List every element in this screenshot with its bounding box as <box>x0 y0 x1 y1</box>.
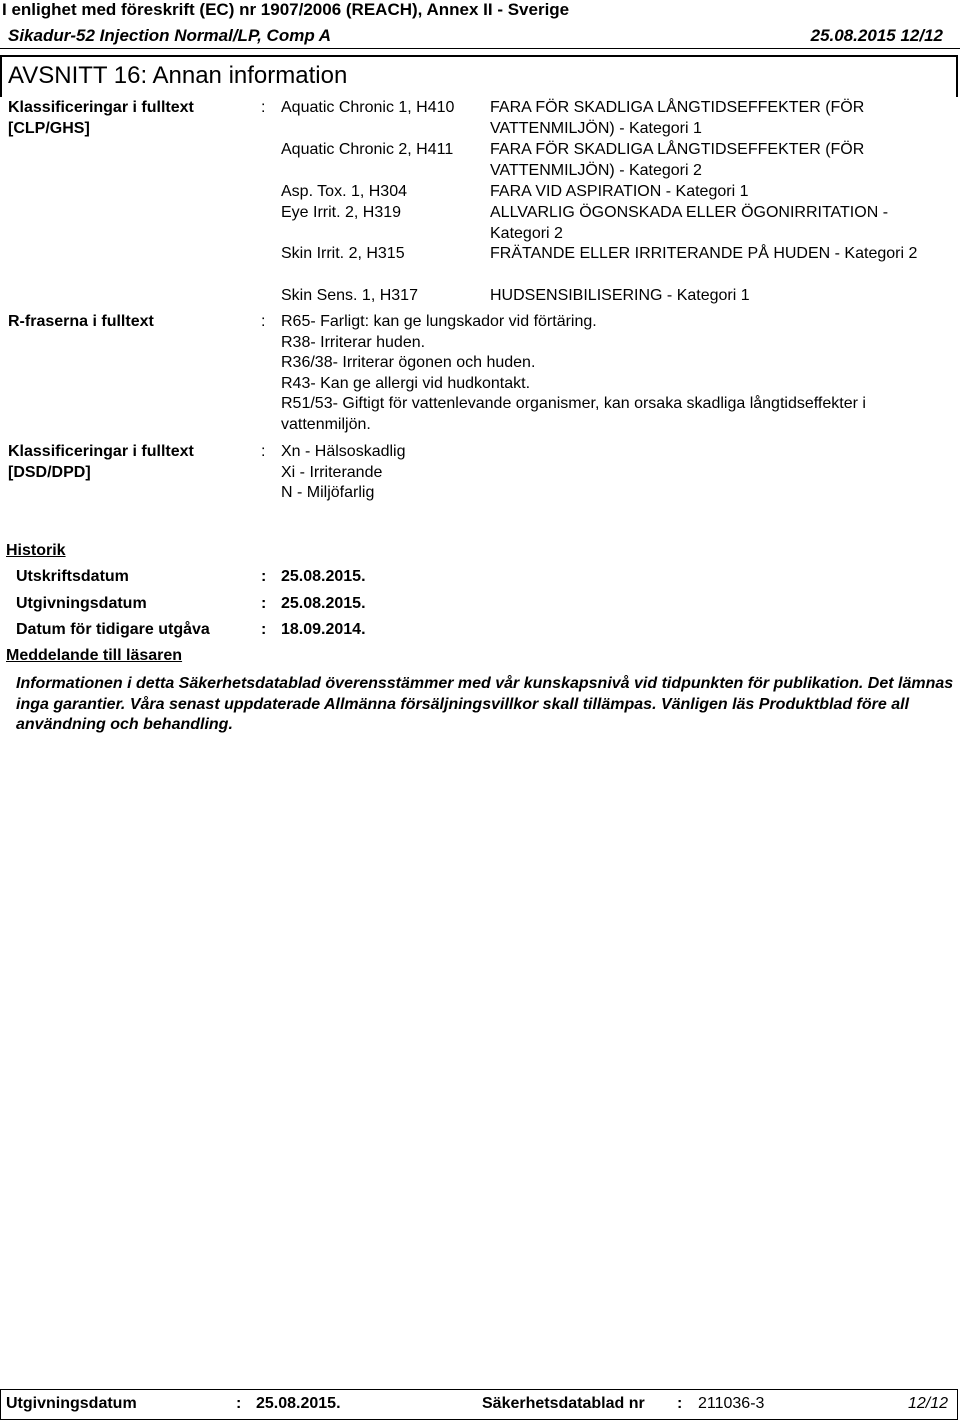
clp-desc: HUDSENSIBILISERING - Kategori 1 <box>490 287 750 304</box>
dsd-line: Xi - Irriterande <box>281 463 383 481</box>
clp-code: Skin Sens. 1, H317 <box>281 287 418 304</box>
clp-code: Asp. Tox. 1, H304 <box>281 183 407 200</box>
rphrases-list <box>281 312 951 436</box>
previous-version-colon: : <box>261 621 267 638</box>
rphrase-line: R43- Kan ge allergi vid hudkontakt. <box>281 374 531 392</box>
clp-code: Skin Irrit. 2, H315 <box>281 245 405 262</box>
previous-version-value: 18.09.2014. <box>281 621 366 638</box>
clp-desc: FARA FÖR SKADLIGA LÅNGTIDSEFFEKTER (FÖR VATTENMILJÖN) - Kategori 1 <box>490 99 865 137</box>
clp-desc: FARA FÖR SKADLIGA LÅNGTIDSEFFEKTER (FÖR VATTENMILJÖN) - Kategori 2 <box>490 141 865 179</box>
footer-issue-label: Utgivningsdatum <box>6 1395 137 1412</box>
rphrase-line: R51/53- Giftigt för vattenlevande organismer, kan orsaka skadliga långtidseffekter i vattenmiljön. <box>281 395 866 433</box>
rphrases-colon: : <box>261 313 266 330</box>
clp-label <box>8 98 248 139</box>
dsd-label-line1: Klassificeringar i fulltext <box>8 443 194 460</box>
date-page: 25.08.2015 12/12 <box>810 26 943 45</box>
history-heading: Historik <box>6 542 66 559</box>
dsd-line: N - Miljöfarlig <box>281 484 375 502</box>
clp-colon: : <box>261 99 266 116</box>
clp-desc: ALLVARLIG ÖGONSKADA ELLER ÖGONIRRITATION - Kategori 2 <box>490 204 889 242</box>
footer-colon: : <box>236 1395 242 1412</box>
rphrase-line: R36/38- Irriterar ögonen och huden. <box>281 354 536 372</box>
print-date-label: Utskriftsdatum <box>16 568 129 585</box>
footer-issue-date: 25.08.2015. <box>256 1395 341 1412</box>
dsd-label-line2: [DSD/DPD] <box>8 463 91 481</box>
issue-date-value: 25.08.2015. <box>281 595 366 612</box>
product-header <box>8 26 943 46</box>
print-date-value: 25.08.2015. <box>281 568 366 585</box>
rphrases-label: R-fraserna i fulltext <box>8 313 154 330</box>
dsd-label <box>8 442 248 483</box>
dsd-list <box>281 442 951 504</box>
header-divider <box>0 48 960 49</box>
product-name: Sikadur-52 Injection Normal/LP, Comp A <box>8 26 332 45</box>
rphrase-line: R65- Farligt: kan ge lungskador vid förtäring. <box>281 313 597 330</box>
issue-date-label: Utgivningsdatum <box>16 595 147 612</box>
notice-heading: Meddelande till läsaren <box>6 647 183 664</box>
issue-date-colon: : <box>261 595 267 612</box>
notice-text: Informationen i detta Säkerhetsdatablad överensstämmer med vår kunskapsnivå vid tidpunkten för publikation. Det lämnas inga garantier. Våra senast uppdaterade Allmänna försäljningsvillkor skall tillämpas. Vänligen läs Produktblad före all användning och behandling. <box>16 675 954 734</box>
clp-desc: FARA VID ASPIRATION - Kategori 1 <box>490 183 749 200</box>
rphrase-line: R38- Irriterar huden. <box>281 333 426 351</box>
clp-desc: FRÄTANDE ELLER IRRITERANDE PÅ HUDEN - Kategori 2 <box>490 245 918 262</box>
regulation-header: I enlighet med föreskrift (EC) nr 1907/2006 (REACH), Annex II - Sverige <box>2 0 570 19</box>
clp-label-line1: Klassificeringar i fulltext <box>8 99 194 116</box>
footer-page-number: 12/12 <box>908 1395 949 1412</box>
footer-colon: : <box>677 1395 683 1412</box>
clp-label-line2: [CLP/GHS] <box>8 119 90 137</box>
previous-version-label: Datum för tidigare utgåva <box>16 621 210 638</box>
dsd-line: Xn - Hälsoskadlig <box>281 443 406 460</box>
section-title: AVSNITT 16: Annan information <box>8 62 348 89</box>
clp-code: Aquatic Chronic 1, H410 <box>281 99 455 116</box>
print-date-colon: : <box>261 568 267 585</box>
footer-sds-number: 211036-3 <box>698 1395 765 1412</box>
clp-code: Aquatic Chronic 2, H411 <box>281 141 454 158</box>
footer-box <box>0 1389 958 1420</box>
footer-sds-label: Säkerhetsdatablad nr <box>482 1395 645 1412</box>
dsd-colon: : <box>261 443 266 460</box>
clp-code: Eye Irrit. 2, H319 <box>281 204 402 221</box>
